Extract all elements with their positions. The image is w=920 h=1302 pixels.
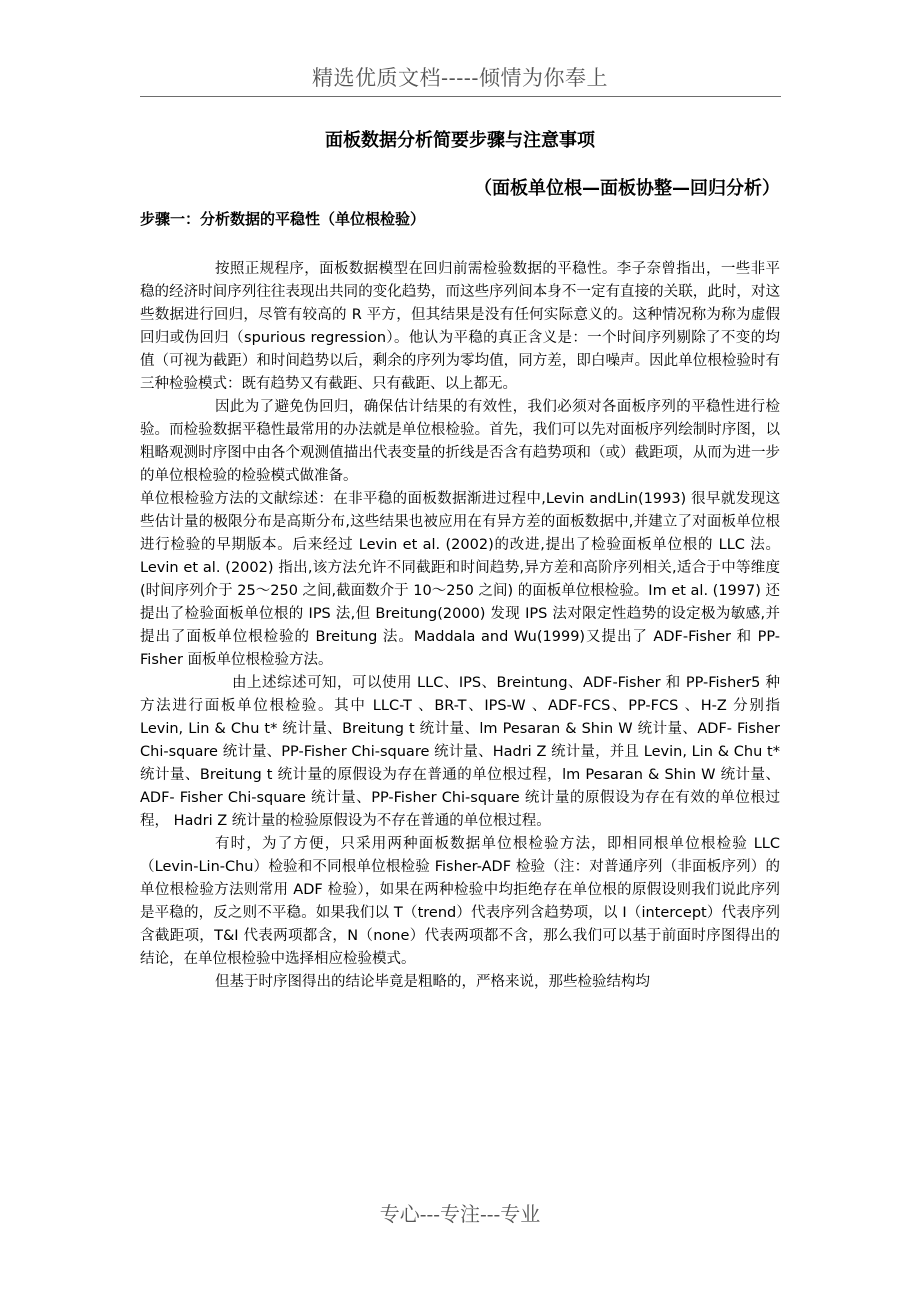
paragraph-llc-fisher: 有时，为了方便，只采用两种面板数据单位根检验方法，即相同根单位根检验 LLC（Levin-Lin-Chu）检验和不同根单位根检验 Fisher-ADF 检验（注：对普通序列（非面板序列）的单位根检验方法则常用 ADF 检验），如果在两种检验中均拒绝存在单位根的原假设则我们说此序列是平稳的，反之则不平稳。如果我们以 T（trend）代表序列含趋势项，以 I（intercept）代表序列含截距项，T&I 代表两项都含，N（none）代表两项都不含，那么我们可以基于前面时序图得出的结论，在单位根检验中选择相应检验模式。 <box>140 836 780 967</box>
document-body <box>140 258 780 994</box>
page-footer: 专心---专注---专业 <box>379 1202 541 1226</box>
paragraph-continuation: 但基于时序图得出的结论毕竟是粗略的，严格来说，那些检验结构均 <box>215 974 650 990</box>
document-title: 面板数据分析简要步骤与注意事项 <box>325 130 595 151</box>
paragraph-literature-review: 单位根检验方法的文献综述：在非平稳的面板数据渐进过程中,Levin andLin(1993) 很早就发现这些估计量的极限分布是高斯分布,这些结果也被应用在有异方差的面板数据中,并建立了对面板单位根进行检验的早期版本。后来经过 Levin et al. (2002)的改进,提出了检验面板单位根的 LLC 法。Levin et al. (2002) 指出,该方法允许不同截距和时间趋势,异方差和高阶序列相关,适合于中等维度(时间序列介于 25～250 之间,截面数介于 10～250 之间) 的面板单位根检验。Im et al. (1997) 还提出了检验面板单位根的 IPS 法,但 Breitung(2000) 发现 IPS 法对限定性趋势的设定极为敏感,并提出了面板单位根检验的 Breitung 法。Maddala and Wu(1999)又提出了 ADF-Fisher 和 PP-Fisher 面板单位根检验方法。 <box>140 491 780 668</box>
paragraph-stationarity-intro: 按照正规程序，面板数据模型在回归前需检验数据的平稳性。李子奈曾指出，一些非平稳的经济时间序列往往表现出共同的变化趋势，而这些序列间本身不一定有直接的关联，此时，对这些数据进行回归，尽管有较高的 R 平方，但其结果是没有任何实际意义的。这种情况称为称为虚假回归或伪回归（spurious regression）。他认为平稳的真正含义是：一个时间序列剔除了不变的均值（可视为截距）和时间趋势以后，剩余的序列为零均值，同方差，即白噪声。因此单位根检验时有三种检验模式：既有趋势又有截距、只有截距、以上都无。 <box>140 261 780 392</box>
paragraph-test-methods: 由上述综述可知，可以使用 LLC、IPS、Breintung、ADF-Fisher 和 PP-Fisher5 种方法进行面板单位根检验。其中 LLC-T 、BR-T、IPS-W 、ADF-FCS、PP-FCS 、H-Z 分别指 Levin, Lin & Chu t* 统计量、Breitung t 统计量、lm Pesaran & Shin W 统计量、ADF- Fisher Chi-square 统计量、PP-Fisher Chi-square 统计量、Hadri Z 统计量，并且 Levin, Lin & Chu t* 统计量、Breitung t 统计量的原假设为存在普通的单位根过程，lm Pesaran & Shin W 统计量、ADF- Fisher Chi-square 统计量、PP-Fisher Chi-square 统计量的原假设为存在有效的单位根过程， Hadri Z 统计量的检验原假设为不存在普通的单位根过程。 <box>140 675 780 829</box>
step-one-heading: 步骤一：分析数据的平稳性（单位根检验） <box>140 210 426 228</box>
document-subtitle: （面板单位根—面板协整—回归分析） <box>474 178 780 199</box>
paragraph-avoid-spurious: 因此为了避免伪回归，确保估计结果的有效性，我们必须对各面板序列的平稳性进行检验。而检验数据平稳性最常用的办法就是单位根检验。首先，我们可以先对面板序列绘制时序图，以粗略观测时序图中由各个观测值描出代表变量的折线是否含有趋势项和（或）截距项，从而为进一步的单位根检验的检验模式做准备。 <box>140 399 780 484</box>
page-header: 精选优质文档-----倾情为你奉上 <box>312 66 608 90</box>
header-divider <box>140 96 781 97</box>
